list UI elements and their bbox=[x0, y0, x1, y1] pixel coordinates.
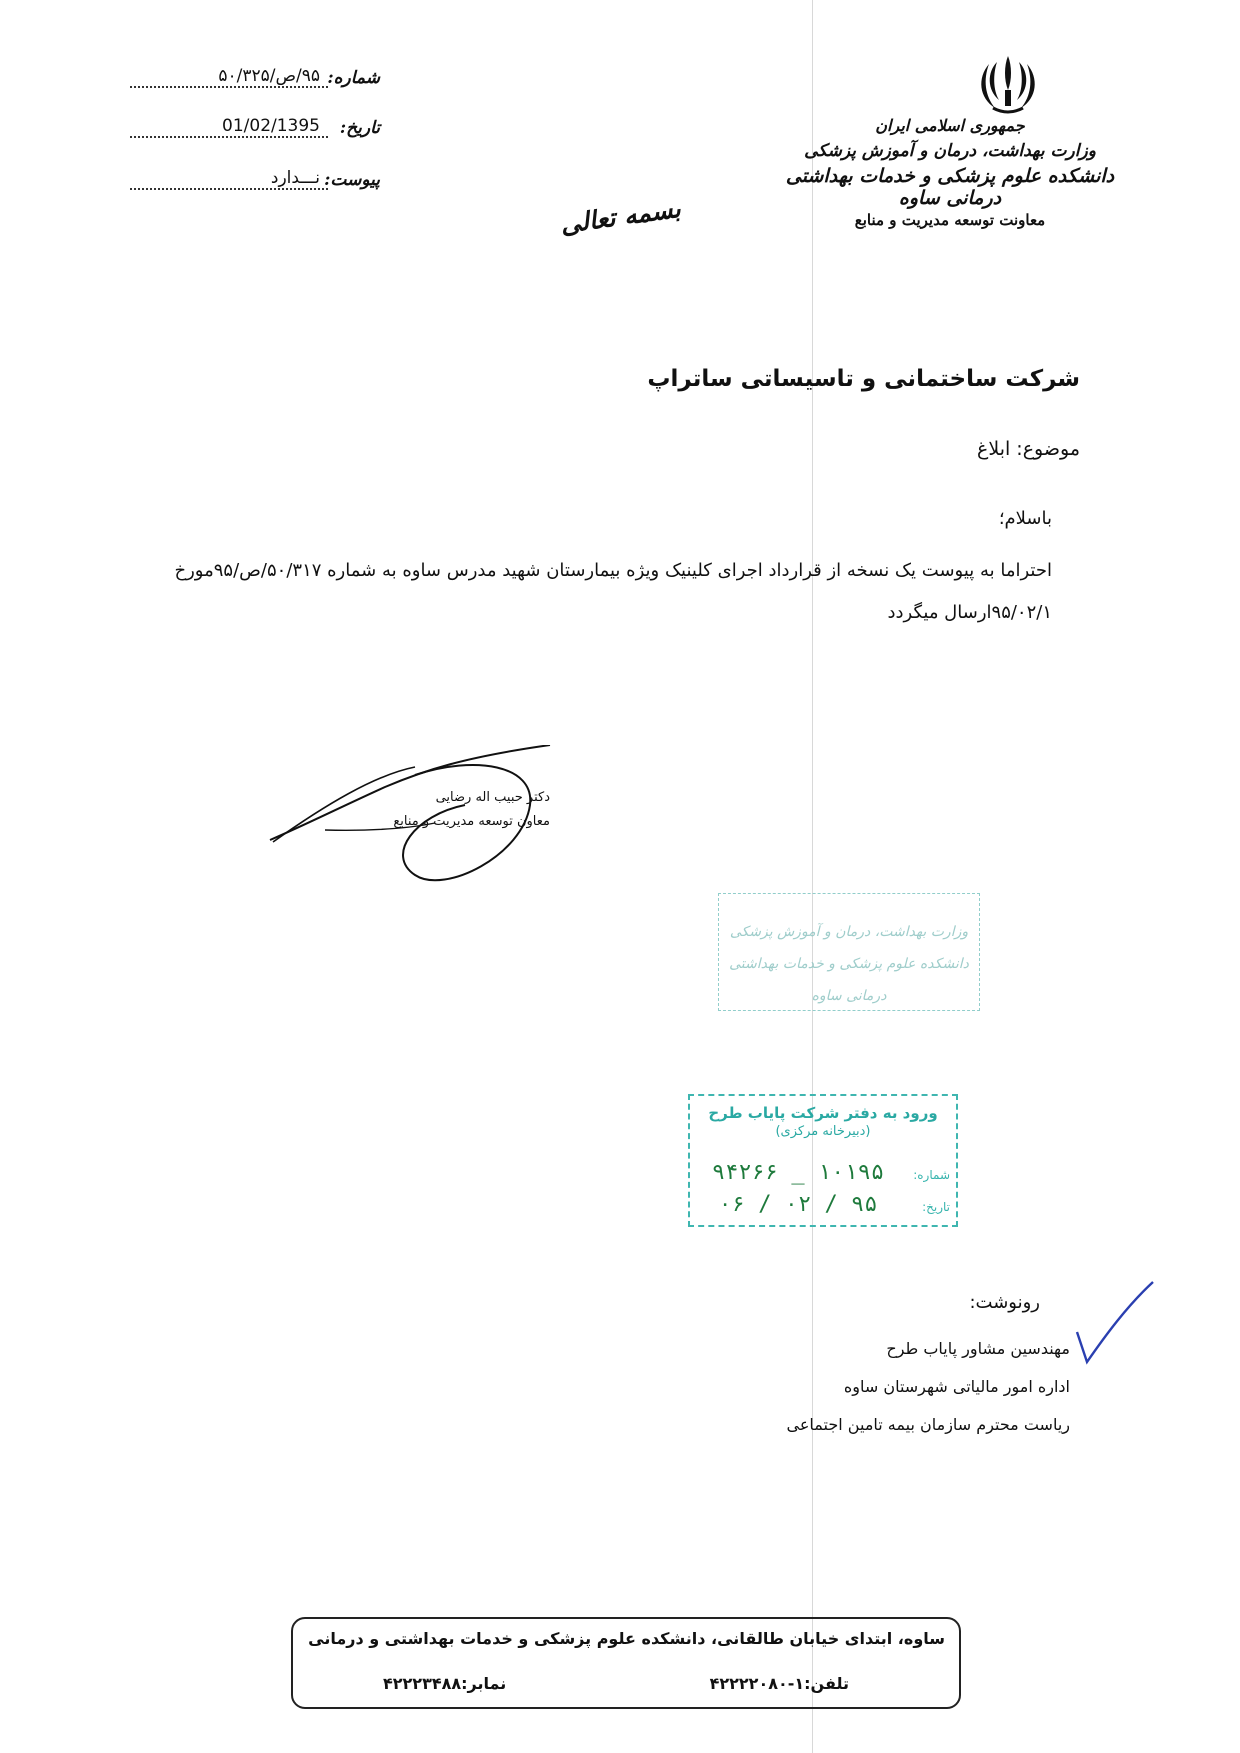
letter-date-label: تاریخ: bbox=[339, 118, 380, 138]
cc-item: اداره امور مالیاتی شهرستان ساوه bbox=[843, 1377, 1070, 1396]
letter-greeting: باسلام؛ bbox=[998, 508, 1052, 529]
bismillah-heading: بسمه تعالی bbox=[558, 193, 683, 240]
cc-item: ریاست محترم سازمان بیمه تامین اجتماعی bbox=[786, 1415, 1070, 1434]
handwritten-signature-icon bbox=[265, 745, 565, 905]
check-mark-icon bbox=[1075, 1280, 1155, 1370]
letter-attachment-value: نـــدارد bbox=[270, 168, 320, 188]
letter-number-value: ۹۵/ص/۵۰/۳۲۵ bbox=[218, 66, 320, 86]
org-department: معاونت توسعه مدیریت و منابع bbox=[854, 211, 1046, 229]
scan-fold-line bbox=[812, 0, 813, 1753]
received-date-row bbox=[698, 1194, 950, 1222]
letter-body: احتراما به پیوست یک نسخه از قرارداد اجرای کلینیک ویژه بیمارستان شهید مدرس ساوه به شماره ۵۰/۳۱۷/ص/۹۵مورخ ۹۵/۰۲/۱ارسال میگردد bbox=[174, 560, 1052, 623]
footer-contact-box bbox=[291, 1617, 961, 1709]
org-university: دانشکده علوم پزشکی و خدمات بهداشتی درمانی ساوه bbox=[785, 165, 1115, 209]
received-stamp-title: ورود به دفتر شرکت پایاب طرح bbox=[708, 1104, 938, 1122]
dotted-line bbox=[130, 86, 328, 88]
received-date-value: ۹۵ / ۰۲ / ۰۶ bbox=[718, 1192, 878, 1217]
letter-attachment-row bbox=[130, 170, 380, 200]
received-number-label: شماره: bbox=[913, 1168, 950, 1182]
cc-title: رونوشت: bbox=[969, 1292, 1040, 1313]
letter-attachment-label: پیوست: bbox=[324, 170, 380, 190]
letter-subject: موضوع: ابلاغ bbox=[977, 438, 1080, 460]
organization-header bbox=[770, 112, 1130, 229]
received-stamp-subtitle: (دبیرخانه مرکزی) bbox=[775, 1124, 871, 1139]
cc-list bbox=[787, 1330, 1070, 1444]
stamp-line-university: دانشکده علوم پزشکی و خدمات بهداشتی درمانی ساوه bbox=[729, 956, 969, 1004]
received-number-value: ۱۰۱۹۵ _ ۹۴۲۶۶ bbox=[711, 1160, 885, 1185]
stamp-line-ministry: وزارت بهداشت، درمان و آموزش پزشکی bbox=[729, 924, 969, 940]
letter-number-row bbox=[130, 68, 380, 98]
letter-number-label: شماره: bbox=[327, 68, 380, 88]
dotted-line bbox=[130, 188, 328, 190]
footer-fax: نمابر:۴۲۲۲۳۴۸۸ bbox=[383, 1674, 507, 1693]
letter-date-row bbox=[130, 118, 380, 148]
org-ministry: وزارت بهداشت، درمان و آموزش پزشکی bbox=[804, 141, 1096, 161]
university-stamp bbox=[718, 893, 980, 1011]
footer-address: ساوه، ابتدای خیابان طالقانی، دانشکده علوم پزشکی و خدمات بهداشتی و درمانی bbox=[308, 1629, 945, 1648]
received-number-row bbox=[698, 1162, 950, 1190]
signatory-name: دکتر حبیب اله رضایی bbox=[435, 790, 550, 805]
iran-emblem-icon bbox=[975, 50, 1041, 116]
cc-item: مهندسین مشاور پایاب طرح bbox=[886, 1339, 1070, 1358]
received-stamp bbox=[688, 1094, 958, 1227]
org-country: جمهوری اسلامی ایران bbox=[875, 116, 1025, 135]
signatory-title: معاون توسعه مدیریت و منابع bbox=[393, 814, 550, 829]
received-date-label: تاریخ: bbox=[922, 1200, 950, 1214]
footer-phone: تلفن:۱-۴۲۲۲۲۰۸۰ bbox=[709, 1674, 849, 1693]
dotted-line bbox=[130, 136, 328, 138]
recipient-name: شرکت ساختمانی و تاسیساتی ساتراپ bbox=[647, 366, 1080, 392]
letter-date-value: 01/02/1395 bbox=[222, 116, 320, 136]
